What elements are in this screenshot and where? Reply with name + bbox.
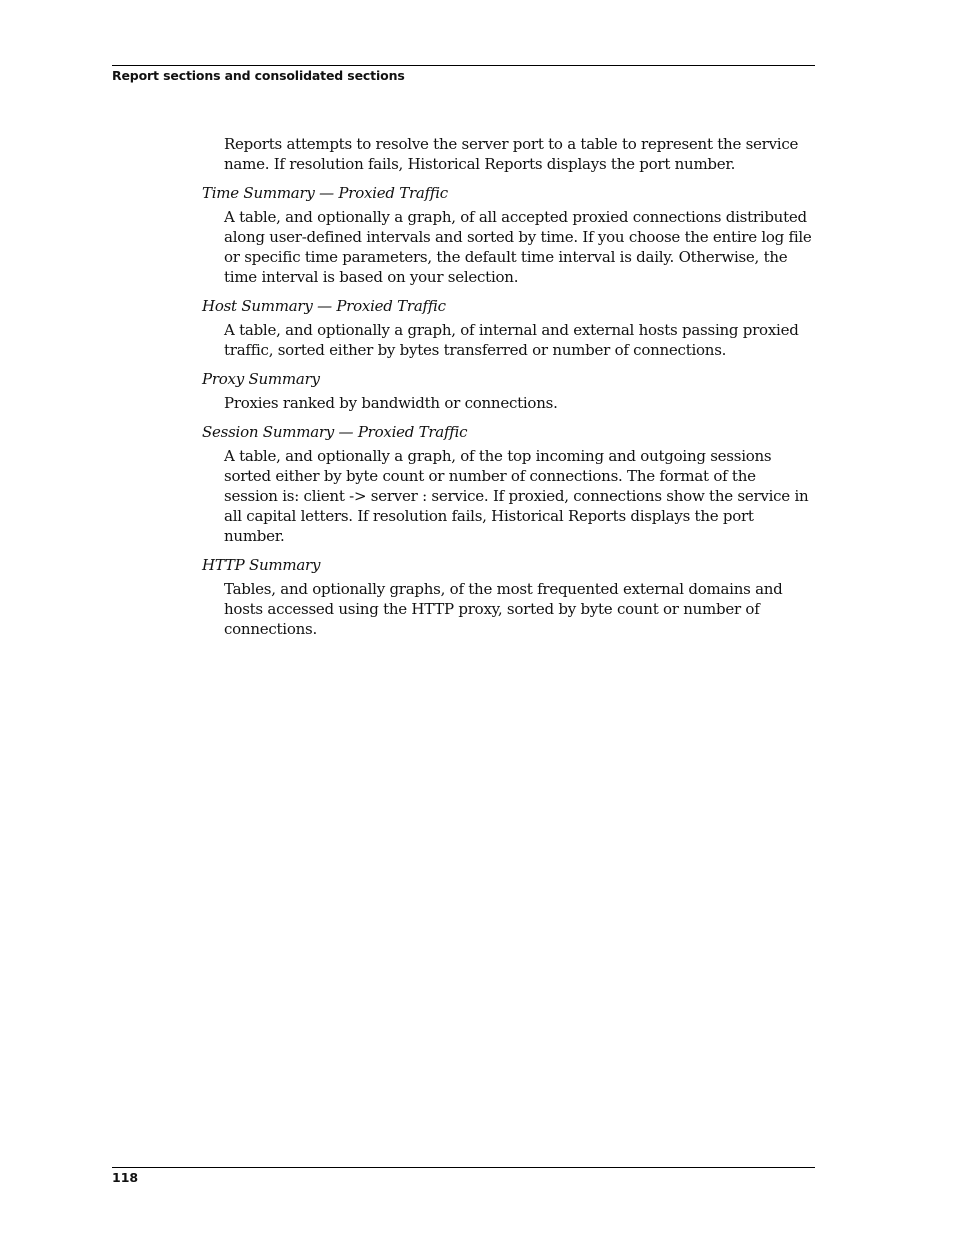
section-host-summary — [202, 296, 812, 360]
section-body: Tables, and optionally graphs, of the most frequented external domains and hosts accessed using the HTTP proxy, sorted by byte count or number of connections. — [224, 580, 783, 638]
section-body: Proxies ranked by bandwidth or connections. — [224, 394, 558, 412]
section-body: A table, and optionally a graph, of all accepted proxied connections distributed along user-defined intervals and sorted by time. If you choose the entire log file or specific time parameters, the default time interval is daily. Otherwise, the time interval is based on your selection. — [224, 208, 812, 286]
intro-paragraph: Reports attempts to resolve the server port to a table to represent the service name. If resolution fails, Historical Reports displays the port number. — [224, 135, 799, 173]
section-session-summary — [202, 422, 812, 546]
section-heading: Host Summary — Proxied Traffic — [202, 297, 446, 315]
section-http-summary — [202, 555, 812, 639]
section-heading: Proxy Summary — [202, 370, 320, 388]
running-header-title: Report sections and consolidated sections — [112, 68, 405, 83]
section-heading: Time Summary — Proxied Traffic — [202, 184, 448, 202]
page-header — [112, 65, 815, 83]
section-time-summary — [202, 183, 812, 287]
section-body: A table, and optionally a graph, of the top incoming and outgoing sessions sorted either by byte count or number of connections. The format of the session is: client -> server : service. If proxied, connections show the service in all capital letters. If resolution fails, Historical Reports displays the port number. — [224, 447, 809, 545]
section-body: A table, and optionally a graph, of internal and external hosts passing proxied traffic, sorted either by bytes transferred or number of connections. — [224, 321, 799, 359]
section-heading: Session Summary — Proxied Traffic — [202, 423, 468, 441]
section-proxy-summary — [202, 369, 812, 413]
page-footer — [112, 1167, 815, 1185]
page-content — [202, 134, 812, 648]
section-heading: HTTP Summary — [202, 556, 321, 574]
page-number: 118 — [112, 1170, 139, 1185]
